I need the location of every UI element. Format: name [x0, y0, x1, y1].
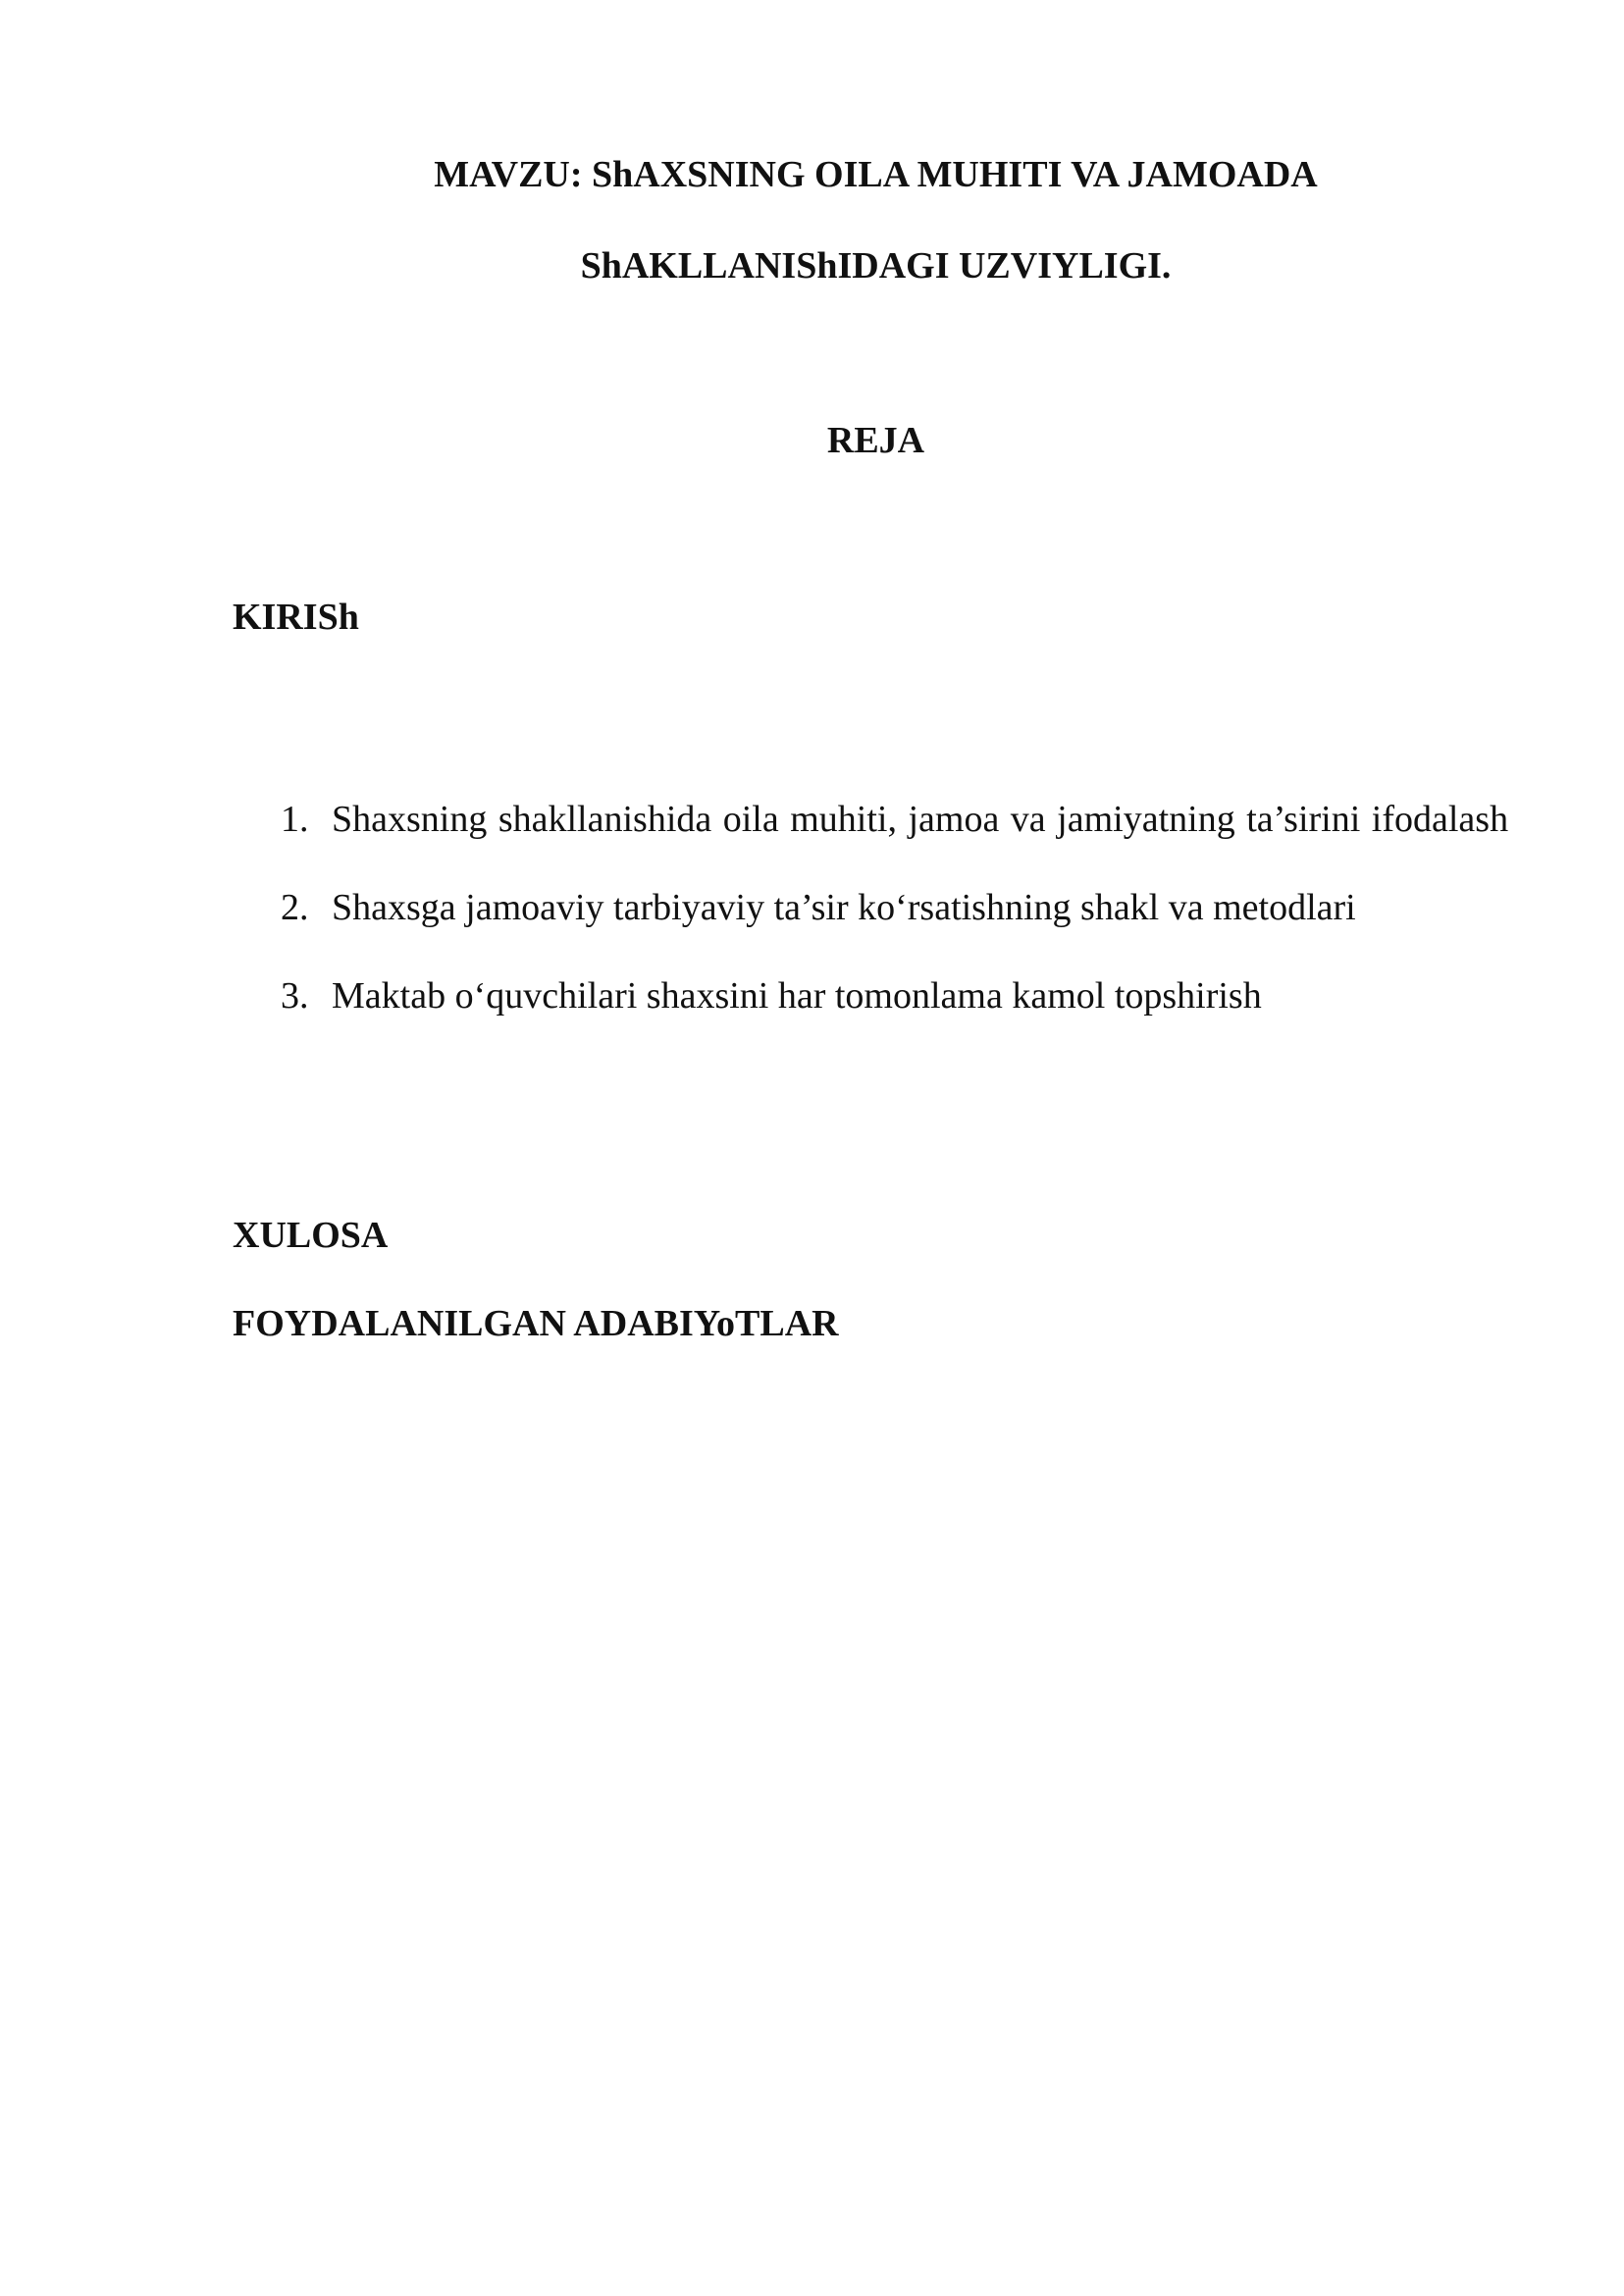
plan-item-text: Shaxsga jamoaviy tarbiyaviy ta’sir ko‘rsatishning shakl va metodlari	[332, 887, 1356, 928]
document-title-line-1: MAVZU: ShAXSNING OILA MUHITI VA JAMOADA	[434, 154, 1318, 195]
plan-item-text: Maktab o‘quvchilari shaxsini har tomonlama kamol topshirish	[332, 975, 1262, 1017]
conclusion-heading: XULOSA	[233, 1215, 389, 1256]
plan-item-text: Shaxsning shakllanishida oila muhiti, jamoa va jamiyatning ta’sirini ifodalash	[332, 799, 1509, 840]
plan-item-number: 2.	[281, 887, 309, 928]
plan-item-number: 3.	[281, 975, 309, 1017]
plan-list	[281, 775, 1519, 1040]
plan-item-2	[281, 863, 1519, 952]
plan-item-number: 1.	[281, 799, 309, 840]
plan-item-3	[281, 952, 1519, 1040]
plan-item-1	[281, 775, 1519, 863]
document-title-line-2: ShAKLLANIShIDAGI UZVIYLIGI.	[580, 245, 1172, 287]
plan-heading: REJA	[826, 420, 925, 461]
references-heading: FOYDALANILGAN ADABIYoTLAR	[233, 1303, 839, 1344]
intro-heading: KIRISh	[233, 597, 359, 638]
